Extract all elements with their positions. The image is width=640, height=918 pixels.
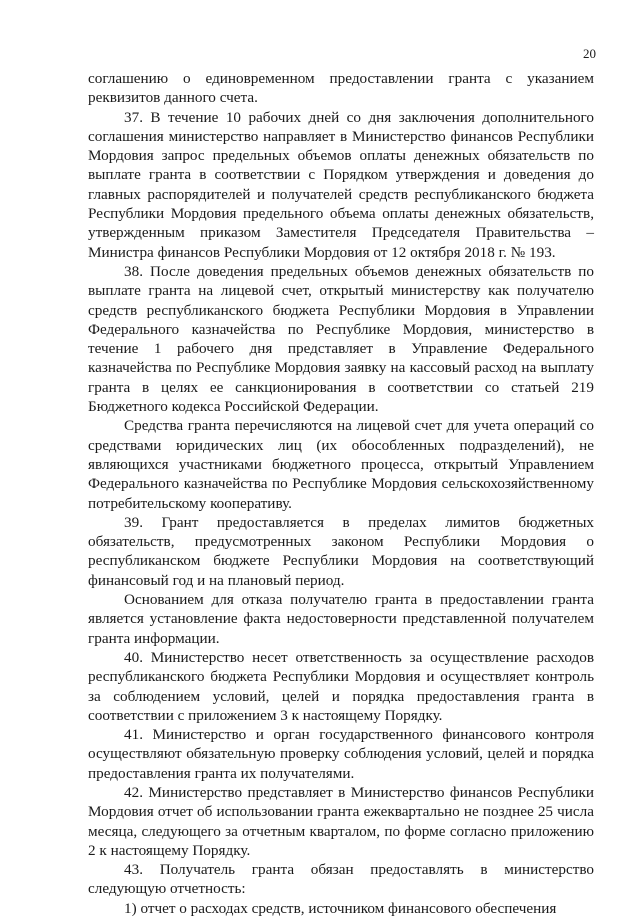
paragraph-item-39: 39. Грант предоставляется в пределах лимитов бюджетных обязательств, предусмотренных законом Республики Мордовия о республиканском бюджете Республики Мордовия на соответствующий финансовый год и на плановый период.	[88, 513, 594, 589]
paragraph-item-42: 42. Министерство представляет в Министерство финансов Республики Мордовия отчет об использовании гранта ежеквартально не позднее 25 числа месяца, следующего за отчетным кварталом, по форме согласно приложению 2 к настоящему Порядку.	[88, 783, 594, 859]
paragraph-item-43: 43. Получатель гранта обязан предоставлять в министерство следующую отчетность:	[88, 861, 594, 898]
paragraph-item-37: 37. В течение 10 рабочих дней со дня заключения дополнительного соглашения министерство направляет в Министерство финансов Республики Мордовия запрос предельных объемов оплаты денежных обязательств по выплате гранта в соответствии с Порядком утверждения и доведения до главных распорядителей и получателей средств республиканского бюджета Республики Мордовия предельного объема оплаты денежных обязательств, утвержденным приказом Заместителя Председателя Правительства – Министра финансов Республики Мордовия от 12 октября 2018 г. № 193.	[88, 108, 594, 261]
paragraph-grant-transfer: Средства гранта перечисляются на лицевой счет для учета операций со средствами юридических лиц (их обособленных подразделений), не являющихся участниками бюджетного процесса, открытый Управлением Федерального казначейства по Республике Мордовия сельскохозяйственному потребительскому кооперативу.	[88, 417, 594, 512]
paragraph-item-40: 40. Министерство несет ответственность за осуществление расходов республиканского бюджета Республики Мордовия и осуществляет контроль за соблюдением условий, целей и порядка предоставления гранта в соответствии с приложением 3 к настоящему Порядку.	[88, 648, 594, 724]
document-body	[88, 69, 594, 918]
paragraph-item-41: 41. Министерство и орган государственного финансового контроля осуществляют обязательную проверку соблюдения условий, целей и порядка предоставления гранта их получателями.	[88, 726, 594, 782]
paragraph-item-38: 38. После доведения предельных объемов денежных обязательств по выплате гранта на лицевой счет, открытый министерству как получателю средств республиканского бюджета Республики Мордовия в Управлении Федерального казначейства по Республике Мордовия, министерство в течение 1 рабочего дня представляет в Управление Федерального казначейства по Республике Мордовия заявку на кассовый расход на выплату гранта в целях ее санкционирования в соответствии со статьей 219 Бюджетного кодекса Российской Федерации.	[88, 262, 594, 416]
page-number: 20	[583, 46, 596, 61]
paragraph-refusal-grounds: Основанием для отказа получателю гранта в предоставлении гранта является установление факта недостоверности представленной получателем гранта информации.	[88, 591, 594, 647]
paragraph-continuation: соглашению о единовременном предоставлении гранта с указанием реквизитов данного счета.	[88, 70, 594, 107]
paragraph-subitem-1: 1) отчет о расходах средств, источником финансового обеспечения	[124, 899, 557, 917]
